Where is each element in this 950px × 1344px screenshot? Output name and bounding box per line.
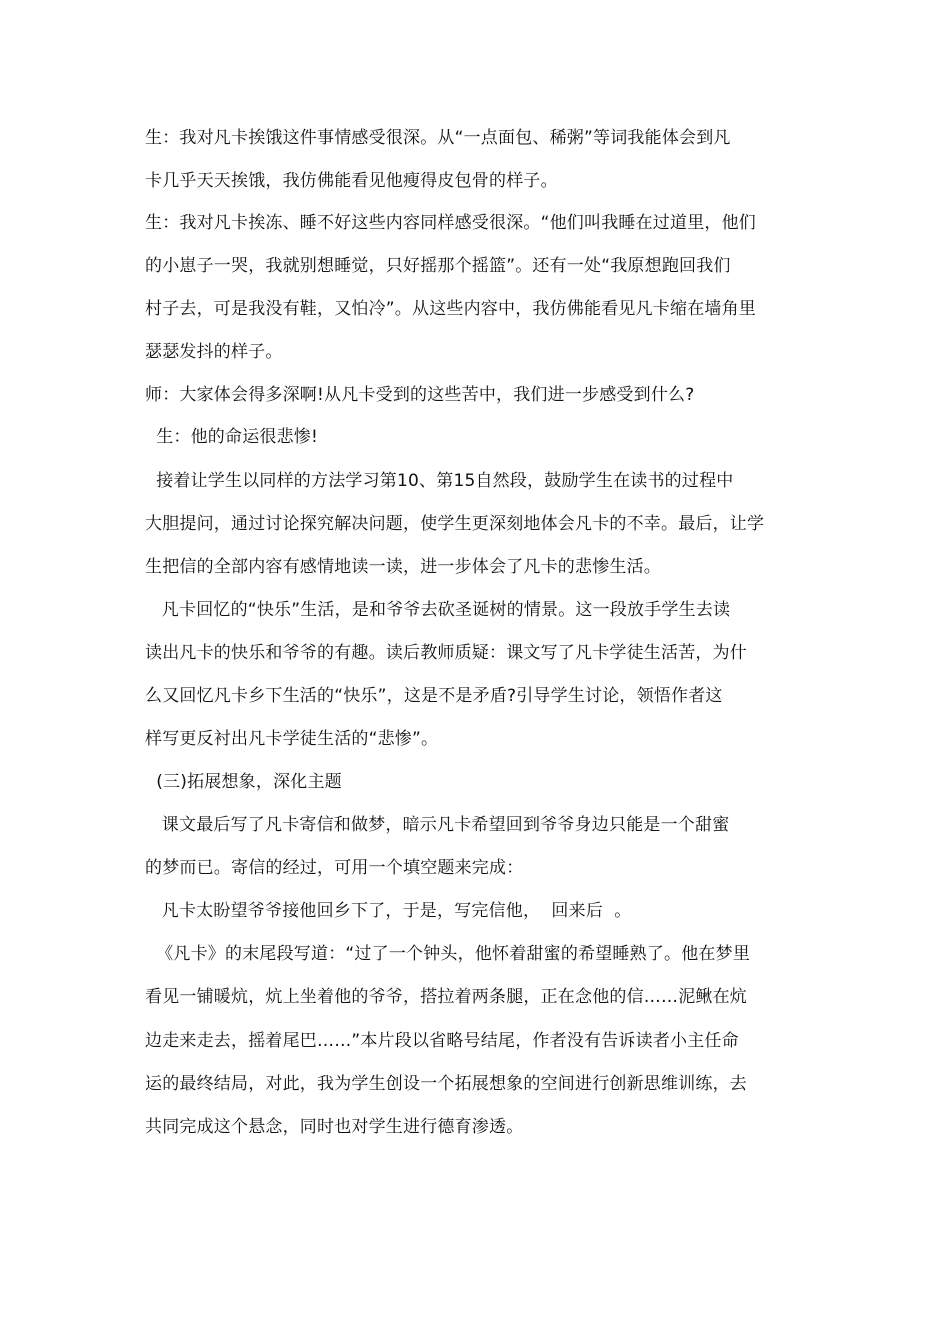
section-heading: (三)拓展想象，深化主题: [145, 772, 342, 792]
text-line: 生：我对凡卡挨饿这件事情感受很深。从“一点面包、稀粥”等词我能体会到凡: [145, 128, 731, 148]
text-line: 的小崽子一哭，我就别想睡觉，只好摇那个摇篮”。还有一处“我原想跑回我们: [145, 256, 731, 276]
text-line: 瑟瑟发抖的样子。: [145, 342, 283, 362]
text-line: 凡卡太盼望爷爷接他回乡下了，于是，写完信他， 回来后 。: [145, 901, 632, 921]
text-line: 边走来走去，摇着尾巴……”本片段以省略号结尾，作者没有告诉读者小主任命: [145, 1031, 739, 1051]
text-line: 卡几乎天天挨饿，我仿佛能看见他瘦得皮包骨的样子。: [145, 171, 558, 191]
text-line: 样写更反衬出凡卡学徒生活的“悲惨”。: [145, 729, 439, 749]
text-line: 接着让学生以同样的方法学习第10、第15自然段，鼓励学生在读书的过程中: [145, 471, 734, 491]
text-line: 的梦而已。寄信的经过，可用一个填空题来完成：: [145, 858, 524, 878]
text-line: 运的最终结局，对此，我为学生创设一个拓展想象的空间进行创新思维训练，去: [145, 1074, 747, 1094]
text-line: 生把信的全部内容有感情地读一读，进一步体会了凡卡的悲惨生活。: [145, 557, 661, 577]
text-line: 共同完成这个悬念，同时也对学生进行德育渗透。: [145, 1117, 524, 1137]
text-line: 大胆提问，通过讨论探究解决问题，使学生更深刻地体会凡卡的不幸。最后，让学: [145, 514, 765, 534]
text-line: 生：我对凡卡挨冻、睡不好这些内容同样感受很深。“他们叫我睡在过道里，他们: [145, 213, 757, 233]
text-line: 课文最后写了凡卡寄信和做梦，暗示凡卡希望回到爷爷身边只能是一个甜蜜: [145, 815, 730, 835]
text-line: 读出凡卡的快乐和爷爷的有趣。读后教师质疑：课文写了凡卡学徒生活苦，为什: [145, 643, 747, 663]
text-line: 村子去，可是我没有鞋，又怕冷”。从这些内容中，我仿佛能看见凡卡缩在墙角里: [145, 299, 757, 319]
text-line: 生：他的命运很悲惨!: [145, 427, 319, 447]
text-line: 看见一铺暖炕，炕上坐着他的爷爷，搭拉着两条腿，正在念他的信……泥鳅在炕: [145, 987, 747, 1007]
text-line: 么又回忆凡卡乡下生活的“快乐”，这是不是矛盾?引导学生讨论，领悟作者这: [145, 686, 723, 706]
text-line: 凡卡回忆的“快乐”生活，是和爷爷去砍圣诞树的情景。这一段放手学生去读: [145, 600, 731, 620]
text-line: 《凡卡》的末尾段写道：“过了一个钟头，他怀着甜蜜的希望睡熟了。他在梦里: [145, 944, 751, 964]
text-line: 师：大家体会得多深啊!从凡卡受到的这些苦中，我们进一步感受到什么?: [145, 385, 695, 405]
